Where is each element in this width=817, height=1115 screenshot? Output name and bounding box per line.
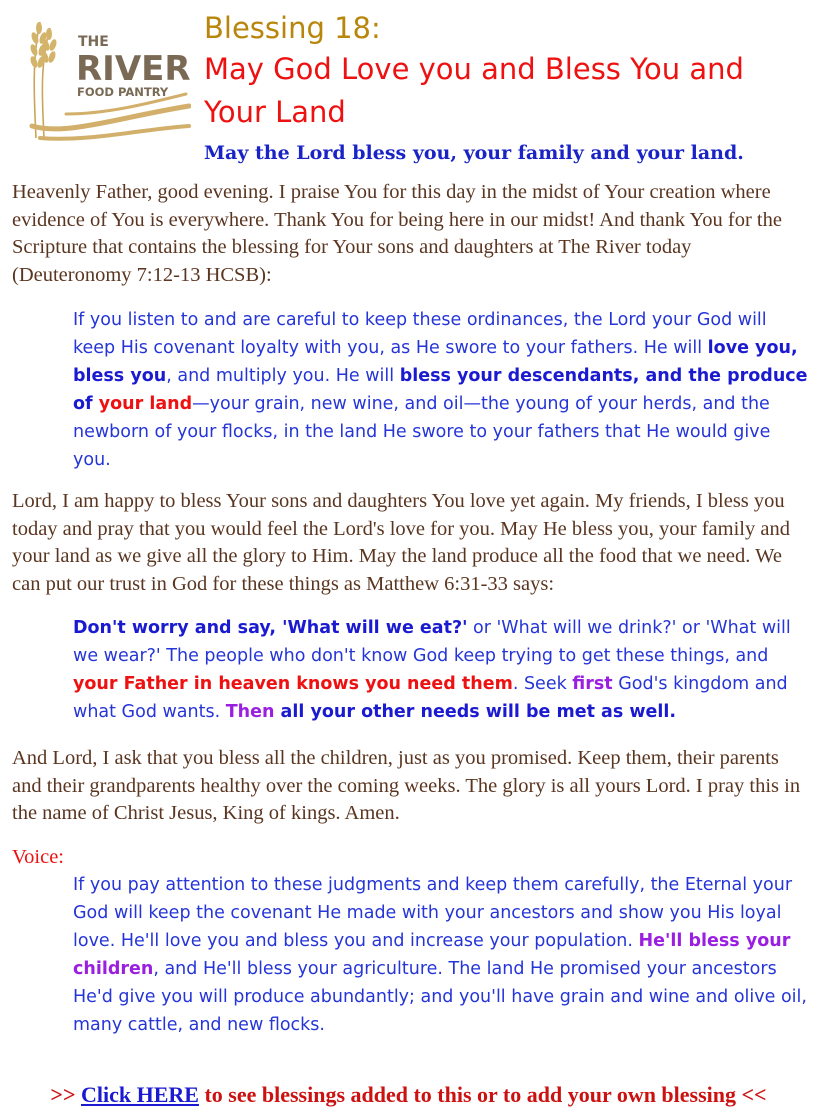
blessing-subtitle: May the Lord bless you, your family and your land. [204, 142, 744, 164]
blessings-call-to-action: >> Click HERE to see blessings added to this or to add your own blessing << [50, 1082, 767, 1107]
blessing-title: May God Love you and Bless You and Your Land [204, 52, 744, 129]
scripture-quote-deuteronomy: If you listen to and are careful to keep these ordinances, the Lord your God will keep His covenant loyalty with you, as He swore to your fathers. He will love you, bless you, and multiply you. He will bless your descendants, and the produce of your land—your grain, new wine, and oil—the young of your herds, and the newborn of your flocks, in the land He swore to your fathers that He would give you. [73, 310, 808, 470]
header [204, 8, 804, 166]
prayer-paragraph-2: Lord, I am happy to bless Your sons and daughters You love yet again. My friends, I bless you today and pray that you would feel the Lord's love for you. May He bless you, your family and your land as we give all the glory to Him. May the land produce all the food that we need. We can put our trust in God for these things as Matthew 6:31-33 says: [12, 490, 790, 595]
svg-text:FOOD PANTRY: FOOD PANTRY [77, 85, 169, 99]
click-here-link[interactable]: Click HERE [80, 1082, 199, 1107]
voice-label: Voice: [12, 846, 65, 868]
scripture-quote-matthew: Don't worry and say, 'What will we eat?' or 'What will we drink?' or 'What will we wear?' The people who don't know God keep trying to get these things, and your Father in heaven knows you need them. Seek first God's kingdom and what God wants. Then all your other needs will be met as well. [73, 618, 791, 722]
river-food-pantry-logo [26, 18, 191, 143]
svg-text:THE: THE [78, 34, 109, 50]
blessing-number: Blessing 18: [204, 11, 381, 45]
prayer-paragraph-3: And Lord, I ask that you bless all the children, just as you promised. Keep them, their parents and their grandparents healthy over the coming weeks. The glory is all yours Lord. I pray this in the name of Christ Jesus, King of kings. Amen. [12, 747, 801, 824]
voice-scripture-quote: If you pay attention to these judgments and keep them carefully, the Eternal your God will keep the covenant He made with your ancestors and show you His loyal love. He'll love you and bless you and increase your population. He'll bless your children, and He'll bless your agriculture. The land He promised your ancestors He'd give you will produce abundantly; and you'll have grain and wine and olive oil, many cattle, and new flocks. [73, 875, 807, 1035]
prayer-paragraph-1: Heavenly Father, good evening. I praise You for this day in the midst of Your creation where evidence of You is everywhere. Thank You for being here in our midst! And thank You for the Scripture that contains the blessing for Your sons and daughters at The River today (Deuteronomy 7:12-13 HCSB): [12, 181, 782, 286]
svg-text:RIVER: RIVER [76, 49, 191, 89]
